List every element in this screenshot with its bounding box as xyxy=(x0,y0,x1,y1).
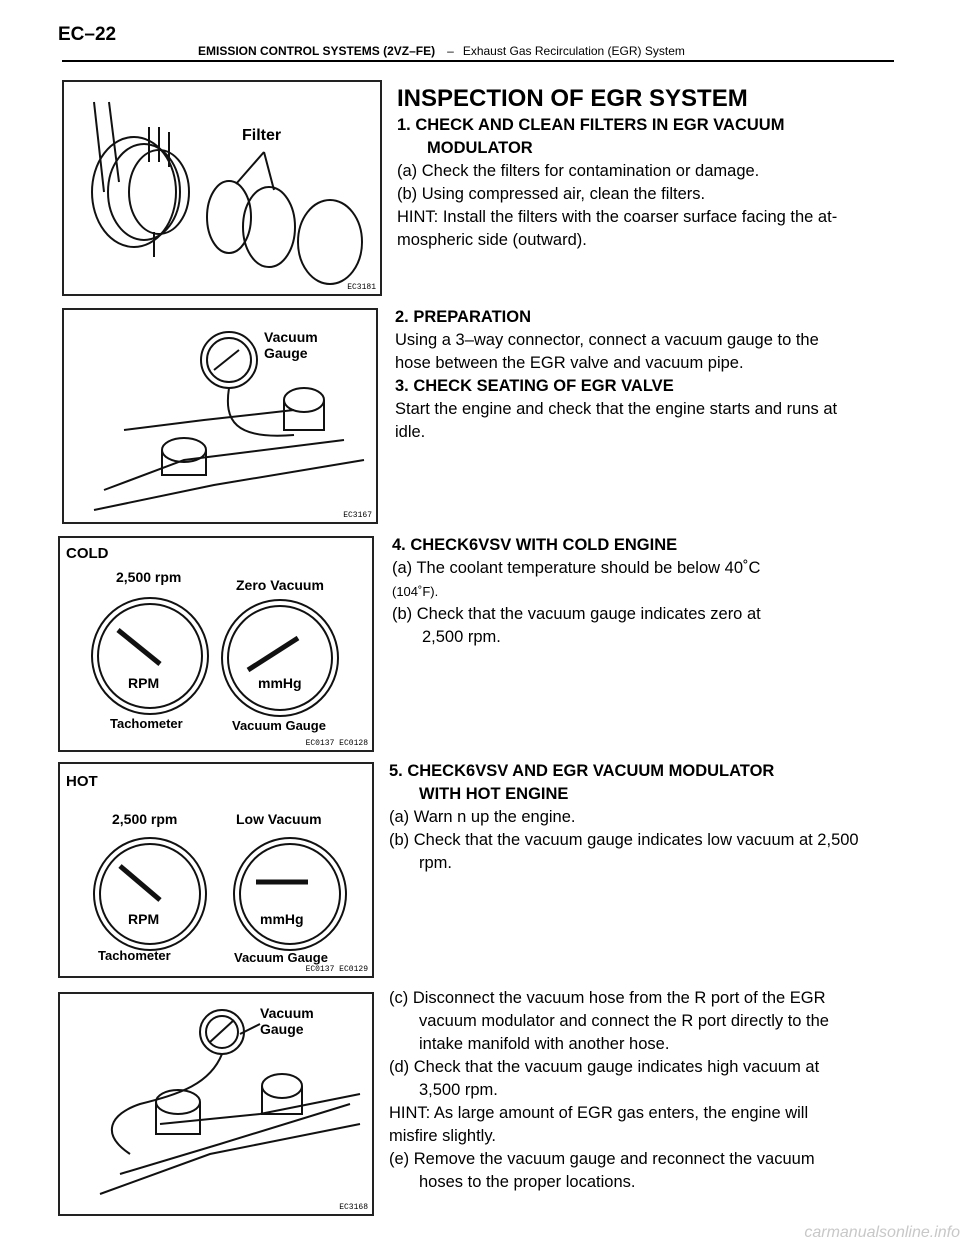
right-top-label: Low Vacuum xyxy=(236,811,322,827)
step-3-heading: 3. CHECK SEATING OF EGR VALVE xyxy=(395,377,674,395)
tachometer-needle xyxy=(118,630,160,664)
mmhg-dial-label: mmHg xyxy=(260,911,304,927)
figure-code: EC0137 EC0128 xyxy=(305,739,368,748)
vacuum-label: Vacuum xyxy=(260,1005,314,1021)
figure-vacuum-gauge-test xyxy=(58,992,374,1216)
filter-illustration xyxy=(64,82,380,294)
step-1b: (b) Using compressed air, clean the filters. xyxy=(397,185,706,203)
step-4a-cont: (104˚F). xyxy=(392,584,439,599)
vacuum-needle xyxy=(248,638,298,670)
rpm-dial-label: RPM xyxy=(128,675,160,691)
figure-vacuum-gauge-hookup xyxy=(62,308,378,524)
vacuum-gauge-caption: Vacuum Gauge xyxy=(234,950,328,965)
left-top-label: 2,500 rpm xyxy=(116,569,182,585)
step-5c-cont-2: intake manifold with another hose. xyxy=(419,1035,670,1053)
header-rule xyxy=(62,60,894,62)
section-1 xyxy=(397,84,877,252)
step-5b-cont: rpm. xyxy=(419,854,452,872)
step-3-text-cont: idle. xyxy=(395,423,426,441)
step-2-text-cont: hose between the EGR valve and vacuum pipe. xyxy=(395,354,744,372)
filter-label: Filter xyxy=(242,127,282,144)
mmhg-dial-label: mmHg xyxy=(258,675,302,691)
step-5a: (a) Warn n up the engine. xyxy=(389,808,576,826)
section-5 xyxy=(389,760,879,875)
gauge-hookup-illustration xyxy=(64,310,376,522)
subsection-title: Exhaust Gas Recirculation (EGR) System xyxy=(462,44,685,58)
cold-label: COLD xyxy=(66,545,109,562)
section-5-continued xyxy=(389,987,879,1194)
step-5-heading: 5. CHECK6VSV AND EGR VACUUM MODULATOR xyxy=(389,762,775,780)
figure-cold-gauges xyxy=(58,536,374,752)
cold-gauges-illustration xyxy=(60,538,372,750)
section-title: EMISSION CONTROL SYSTEMS (2VZ–FE) xyxy=(198,44,436,58)
running-header xyxy=(198,44,685,58)
tachometer-caption: Tachometer xyxy=(98,948,171,963)
figure-code: EC3168 xyxy=(339,1203,368,1212)
hot-gauges-illustration xyxy=(60,764,372,976)
step-5b: (b) Check that the vacuum gauge indicates low vacuum at 2,500 xyxy=(389,831,859,849)
figure-hot-gauges xyxy=(58,762,374,978)
vacuum-gauge-caption: Vacuum Gauge xyxy=(232,718,326,733)
tachometer-needle xyxy=(120,866,160,900)
vacuum-label: Vacuum xyxy=(264,329,318,345)
step-1-heading-cont: MODULATOR xyxy=(427,139,533,157)
page-number: EC–22 xyxy=(58,24,117,45)
figure-filters xyxy=(62,80,382,296)
figure-code: EC3181 xyxy=(347,283,376,292)
page-title: INSPECTION OF EGR SYSTEM xyxy=(397,85,748,112)
left-top-label: 2,500 rpm xyxy=(112,811,178,827)
step-5c-cont-1: vacuum modulator and connect the R port directly to the xyxy=(419,1012,829,1030)
section-4 xyxy=(392,534,872,649)
sections-2-3 xyxy=(395,306,875,444)
step-1-hint-cont: mospheric side (outward). xyxy=(397,231,587,249)
step-3-text: Start the engine and check that the engine starts and runs at xyxy=(395,400,838,418)
watermark: carmanualsonline.info xyxy=(804,1224,960,1241)
step-4b: (b) Check that the vacuum gauge indicates zero at xyxy=(392,605,761,623)
header-separator: – xyxy=(447,44,454,58)
tachometer-caption: Tachometer xyxy=(110,716,183,731)
step-5e: (e) Remove the vacuum gauge and reconnect the vacuum xyxy=(389,1150,815,1168)
hot-label: HOT xyxy=(66,773,98,790)
right-top-label: Zero Vacuum xyxy=(236,577,324,593)
gauge-label: Gauge xyxy=(264,345,308,361)
step-1-heading: 1. CHECK AND CLEAN FILTERS IN EGR VACUUM xyxy=(397,116,785,134)
step-4a: (a) The coolant temperature should be below 40˚C xyxy=(392,559,761,577)
step-4-heading: 4. CHECK6VSV WITH COLD ENGINE xyxy=(392,536,678,554)
rpm-dial-label: RPM xyxy=(128,911,160,927)
step-5d: (d) Check that the vacuum gauge indicates high vacuum at xyxy=(389,1058,820,1076)
figure-code: EC0137 EC0129 xyxy=(305,965,368,974)
step-2-text: Using a 3–way connector, connect a vacuum gauge to the xyxy=(395,331,819,349)
figure-code: EC3167 xyxy=(343,511,372,520)
step-1a: (a) Check the filters for contamination or damage. xyxy=(397,162,760,180)
gauge-test-illustration xyxy=(60,994,372,1214)
step-1-hint: HINT: Install the filters with the coarser surface facing the at- xyxy=(397,208,838,226)
step-5-hint-cont: misfire slightly. xyxy=(389,1127,496,1145)
step-5e-cont: hoses to the proper locations. xyxy=(419,1173,636,1191)
step-5-hint: HINT: As large amount of EGR gas enters, the engine will xyxy=(389,1104,809,1122)
step-5d-cont: 3,500 rpm. xyxy=(419,1081,498,1099)
step-5c: (c) Disconnect the vacuum hose from the R port of the EGR xyxy=(389,989,826,1007)
step-2-heading: 2. PREPARATION xyxy=(395,308,531,326)
gauge-label: Gauge xyxy=(260,1021,304,1037)
step-5-heading-cont: WITH HOT ENGINE xyxy=(419,785,569,803)
step-4b-cont: 2,500 rpm. xyxy=(422,628,501,646)
